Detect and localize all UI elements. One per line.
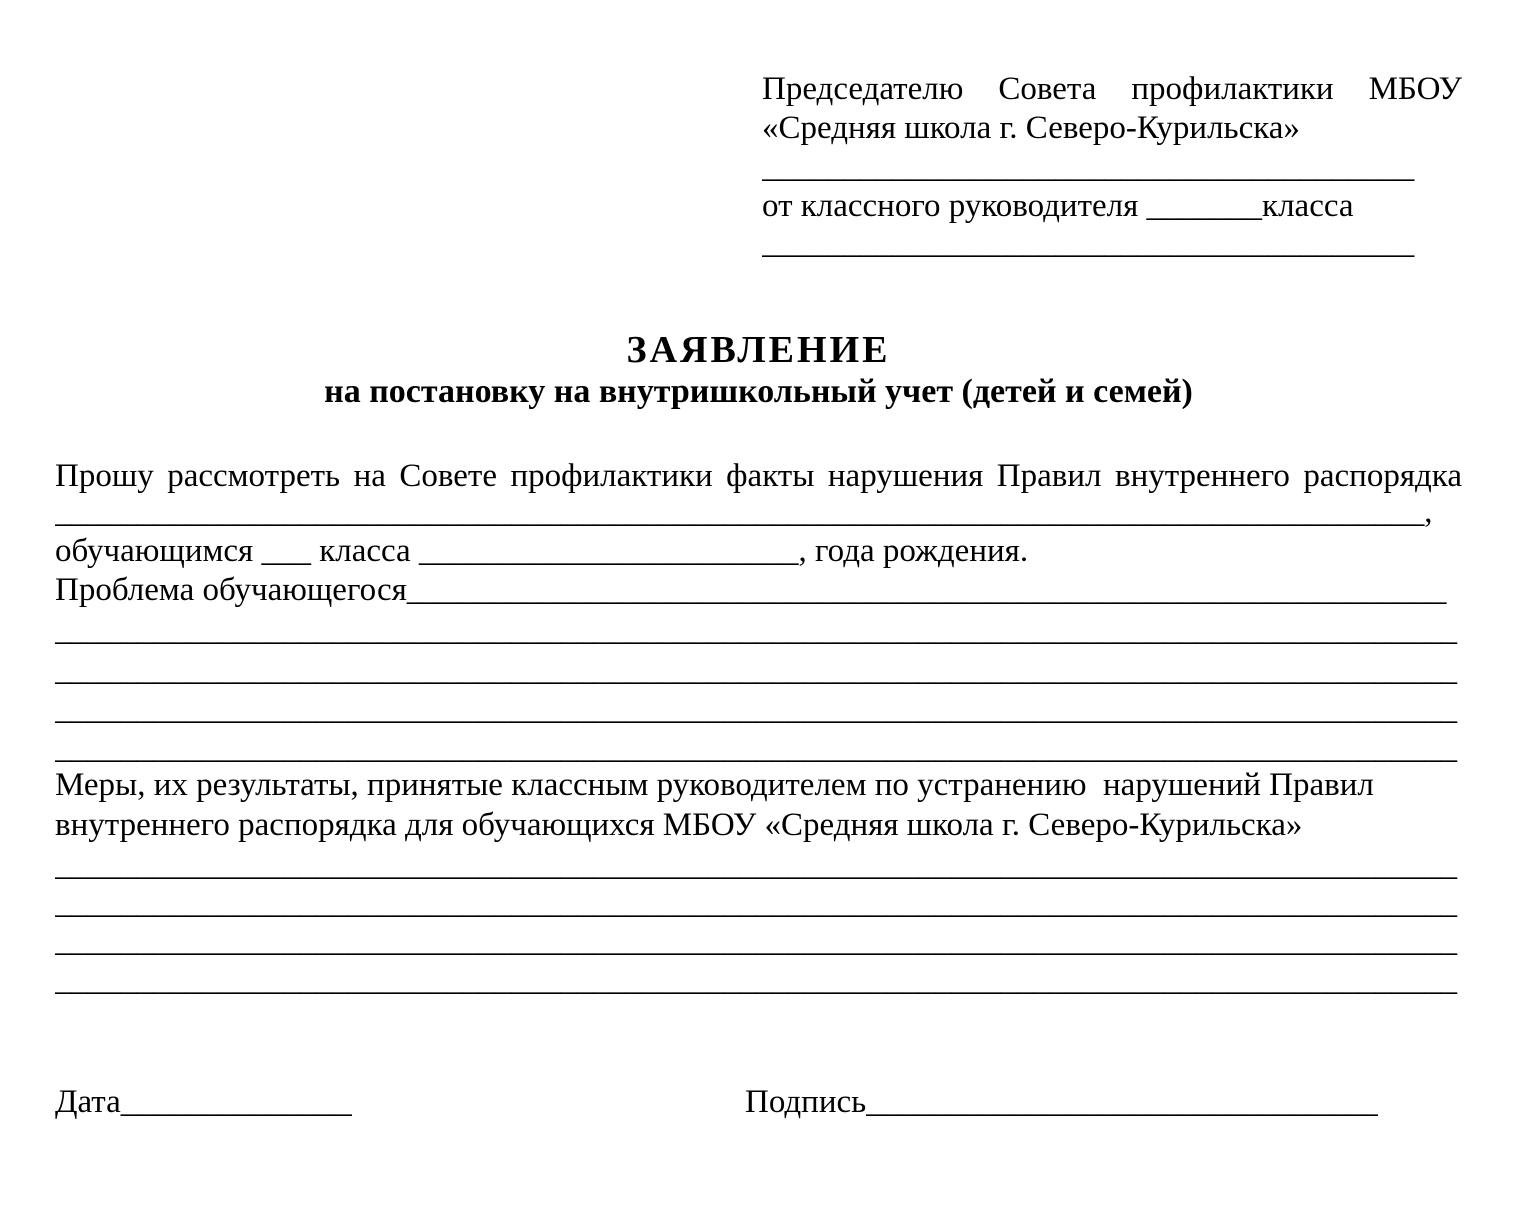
- school-name-line: «Средняя школа г. Северо-Курильска»: [762, 110, 1300, 146]
- problem-fill-line-3: ______________________________________________________________________________________: [55, 691, 1457, 727]
- from-class-teacher-line: от классного руководителя _______класса: [762, 188, 1354, 224]
- signature-field: Подпись_______________________________: [745, 1084, 1378, 1120]
- teacher-name-fill-line: ________________________________________: [762, 225, 1415, 261]
- student-class-line: обучающимся ___ класса _______________________, года рождения.: [55, 533, 1029, 569]
- measures-fill-line-2: ______________________________________________________________________________________: [55, 885, 1457, 921]
- addressee-fill-line: ________________________________________: [762, 149, 1415, 185]
- measures-paragraph-line-1: Меры, их результаты, принятые классным руководителем по устранению нарушений Правил: [55, 767, 1374, 803]
- student-problem-line: Проблема обучающегося_______________________________________________________________: [55, 572, 1447, 608]
- measures-fill-line-4: ______________________________________________________________________________________: [55, 962, 1457, 998]
- measures-fill-line-3: ______________________________________________________________________________________: [55, 923, 1457, 959]
- request-intro-line: Прошу рассмотреть на Совете профилактики факты нарушения Правил внутреннего распорядка: [55, 458, 1462, 494]
- measures-fill-line-1: ______________________________________________________________________________________: [55, 847, 1457, 883]
- violator-fill-line: ____________________________________________________________________________________,: [55, 494, 1433, 530]
- date-field: Дата______________: [55, 1084, 352, 1120]
- problem-fill-line-4: ______________________________________________________________________________________: [55, 730, 1457, 766]
- problem-fill-line-2: ______________________________________________________________________________________: [55, 652, 1457, 688]
- addressee-line: Председателю Совета профилактики МБОУ: [762, 71, 1462, 107]
- measures-paragraph-line-2: внутреннего распорядка для обучающихся МБОУ «Средняя школа г. Северо-Курильска»: [55, 807, 1303, 843]
- document-title: ЗАЯВЛЕНИЕ: [626, 329, 891, 371]
- problem-fill-line-1: ______________________________________________________________________________________: [55, 612, 1457, 648]
- document-subtitle: на постановку на внутришкольный учет (детей и семей): [324, 373, 1193, 410]
